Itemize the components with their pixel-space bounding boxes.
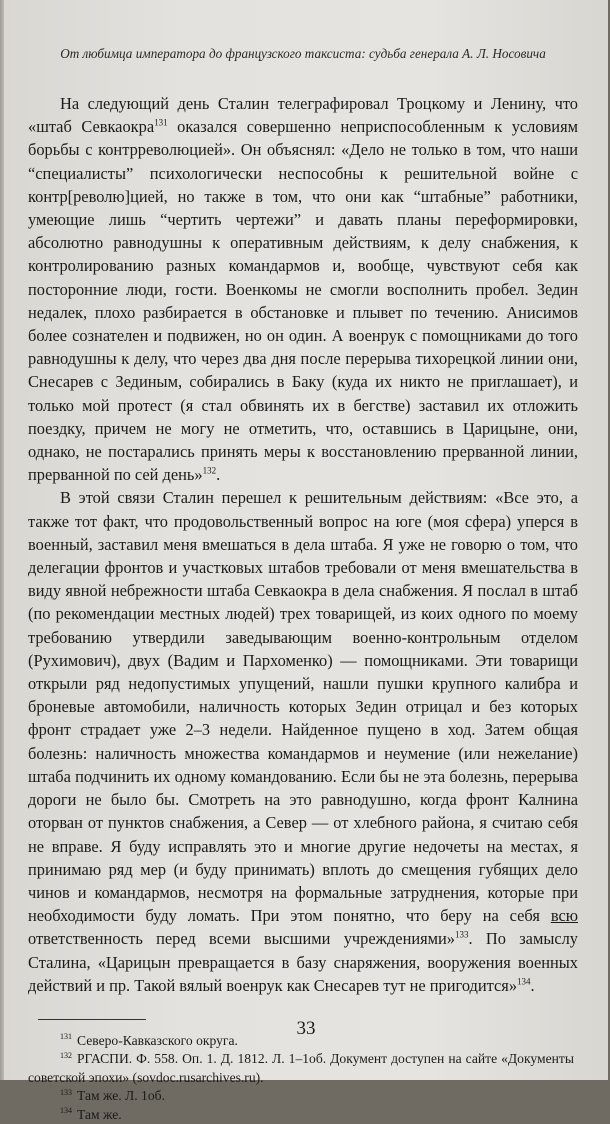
footnotes	[28, 1032, 578, 1124]
underlined-word: всю	[550, 906, 578, 926]
footnote-item	[28, 1106, 574, 1124]
footnote-item	[28, 1050, 574, 1087]
footnote-ref-132[interactable]: 132	[202, 465, 217, 476]
footnote-text: Там же.	[77, 1106, 122, 1122]
footnote-number: 134	[60, 1106, 72, 1116]
footnote-number: 133	[60, 1087, 72, 1097]
footnote-item	[28, 1087, 574, 1106]
footnote-number: 131	[60, 1032, 72, 1042]
book-page	[4, 0, 608, 1122]
footnote-ref-134[interactable]: 134	[517, 976, 531, 987]
footnote-ref-133[interactable]: 133	[455, 929, 469, 940]
paragraph-2: В этой связи Сталин перешел к решительным действиям: «Все это, а также тот факт, что продовольственный вопрос на юге (моя сфера) уперся в военный, заставил меня вмешаться в дела штаба. Я уже не говорю о том, что делегации фронтов и участковых штабов требовали от меня вмешательства в виду явной небрежности штаба Севкаокра в дела снабжения. Я послал в штаб (по рекомендации местных людей) трех товарищей, из коих одного по моему требованию утвердили заведывающим военно-контрольным отделом (Рухимович), двух (Вадим и Пархоменко) — помощниками. Эти товарищи открыли ряд недопустимых упущений, нашли пушки крупного калибра и броневые автомобили, наличность которых Зедин отрицал и без которых фронт страдает уже 2–3 недели. Найденное пущено в ход. Затем общая болезнь: наличность множества командармов и неумение (или нежелание) штаба подчинить их одному командованию. Если бы не эта болезнь, перерыва дороги не было бы. Смотреть на это равнодушно, когда фронт Калнина оторван от пунктов снабжения, а Север — от хлебного района, я считаю себя не вправе. Я буду исправлять это и многие другие недочеты на местах, я принимаю ряд мер (и буду принимать) вплоть до смещения губящих дело чинов и командармов, несмотря на формальные затруднения, которые при необходимости буду ломать. При этом понятно, что беру на себя всю ответственность перед всеми высшими учреждениями»$^{133}$. По замыслу Сталина, «Царицын превращается в базу снаряжения, вооружения военных действий и пр. Такой вялый военрук как Снесарев тут не пригодится»$^{134}$.	[28, 488, 578, 995]
footnote-text: РГАСПИ. Ф. 558. Оп. 1. Д. 1812. Л. 1–1об. Документ доступен на сайте «Документы советской эпохи» (sovdoc.rusarchives.ru).	[28, 1051, 574, 1085]
body-text	[28, 92, 578, 997]
footnote-ref-131[interactable]: 131	[154, 117, 168, 128]
running-header: От любимца императора до французского таксиста: судьба генерала А. Л. Носовича	[60, 46, 546, 61]
page-number: 33	[296, 1018, 316, 1039]
footnote-number: 132	[60, 1050, 72, 1060]
footnote-text: Северо-Кавказского округа.	[77, 1032, 238, 1048]
paragraph-1: На следующий день Сталин телеграфировал Троцкому и Ленину, что «штаб Севкаокра$^{131}$ оказался совершенно неприспособленным к условиям борьбы с контрреволюцией». Он объяснял: «Дело не только в том, что наши “специалисты” психологически неспособны к решительной войне с контр[револю]цией, но также в том, что они как “штабные” работники, умеющие лишь “чертить чертежи” и давать планы переформировки, абсолютно равнодушны к оперативным действиям, к делу снабжения, к контролированию разных командармов и, вообще, чувствуют себя как посторонние люди, гости. Военкомы не смогли восполнить пробел. Зедин недалек, плохо разбирается в обстановке и плывет по течению. Анисимов более сознателен и подвижен, но он один. А военрук с помощниками до того равнодушны к делу, что через два дня после перерыва тихорецкой линии они, Снесарев с Зединым, собирались в Баку (куда их никто не приглашает), и только мой протест (я стал обвинять их в бегстве) заставил их отложить поездку, причем не могу не отметить, что, оставшись в Царицыне, они, однако, не постарались принять меры к восстановлению прерванной линии, прерванной по сей день»$^{132}$.	[28, 94, 578, 485]
footnote-text: Там же. Л. 1об.	[77, 1088, 165, 1104]
